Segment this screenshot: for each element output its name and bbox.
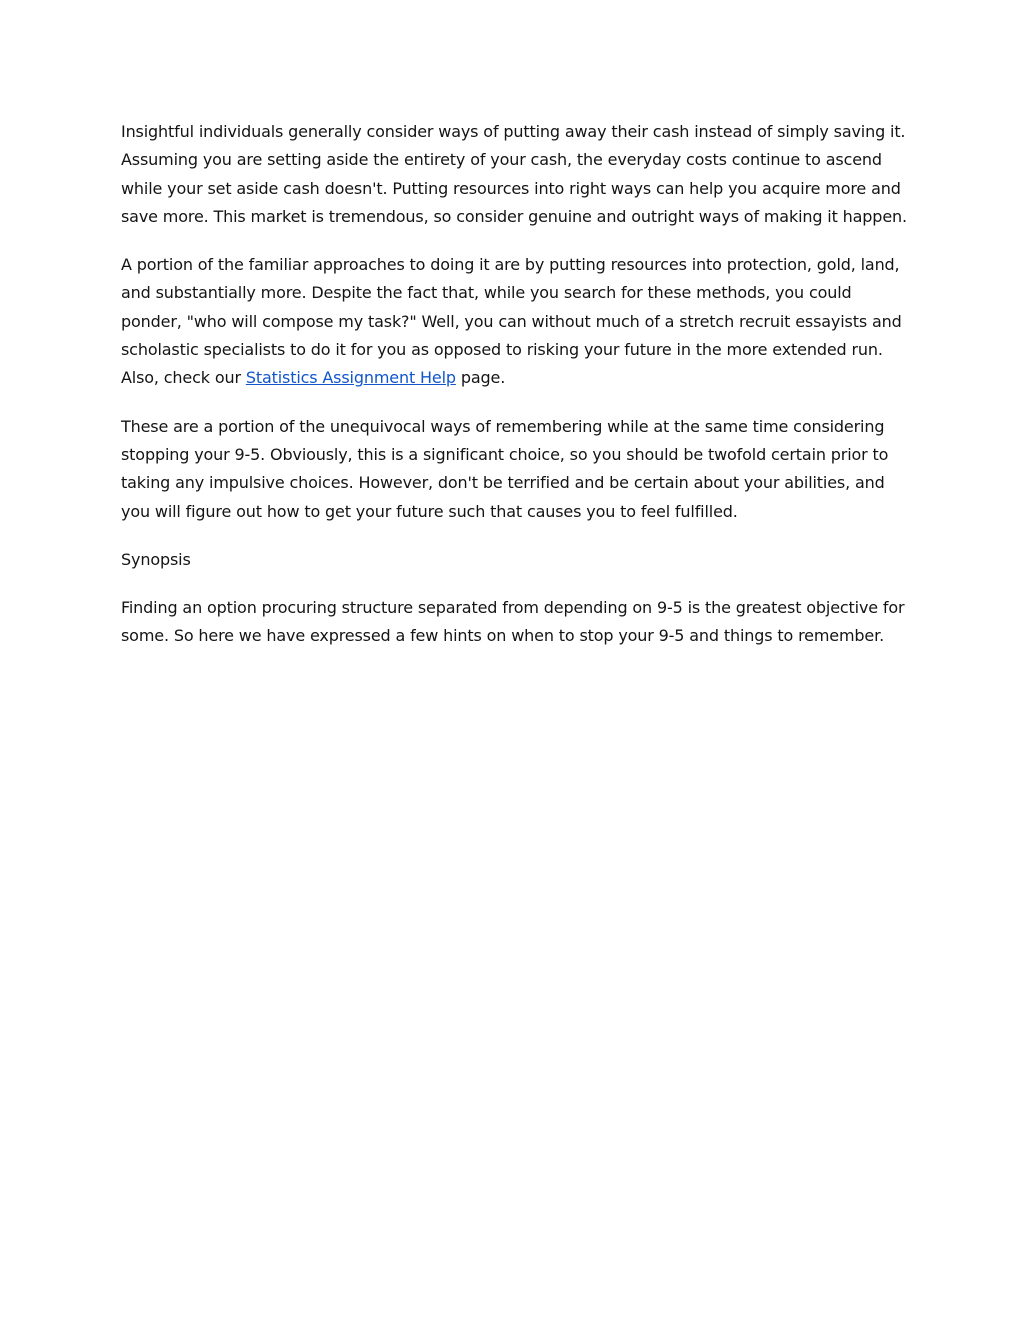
document-page [121, 118, 911, 671]
statistics-assignment-help-link[interactable]: Statistics Assignment Help [245, 368, 456, 388]
paragraph-ways: These are a portion of the unequivocal ways of remembering while at the same time considering stopping your 9-5. Obviously, this is a significant choice, so you should be twofold certain prior to taking any impulsive choices. However, don't be terrified and be certain about your abilities, and you will figure out how to get your future such that causes you to feel fulfilled. [121, 416, 889, 521]
paragraph-approaches [121, 251, 911, 392]
paragraph-approaches-tail: page. [455, 368, 506, 388]
section-heading-synopsis: Synopsis [121, 549, 191, 569]
paragraph-approaches-text: A portion of the familiar approaches to doing it are by putting resources into protection, gold, land, and substantially more. Despite the fact that, while you search for these methods, you could ponder, "who will compose my task?" Well, you can without much of a stretch recruit essayists and scholastic specialists to do it for you as opposed to risking your future in the more extended run. Also, check our [121, 255, 902, 388]
paragraph-intro: Insightful individuals generally consider ways of putting away their cash instead of simply saving it. Assuming you are setting aside the entirety of your cash, the everyday costs continue to ascend while your set aside cash doesn't. Putting resources into right ways can help you acquire more and save more. This market is tremendous, so consider genuine and outright ways of making it happen. [121, 122, 907, 226]
paragraph-conclusion: Finding an option procuring structure separated from depending on 9-5 is the greatest objective for some. So here we have expressed a few hints on when to stop your 9-5 and things to remember. [121, 598, 905, 646]
